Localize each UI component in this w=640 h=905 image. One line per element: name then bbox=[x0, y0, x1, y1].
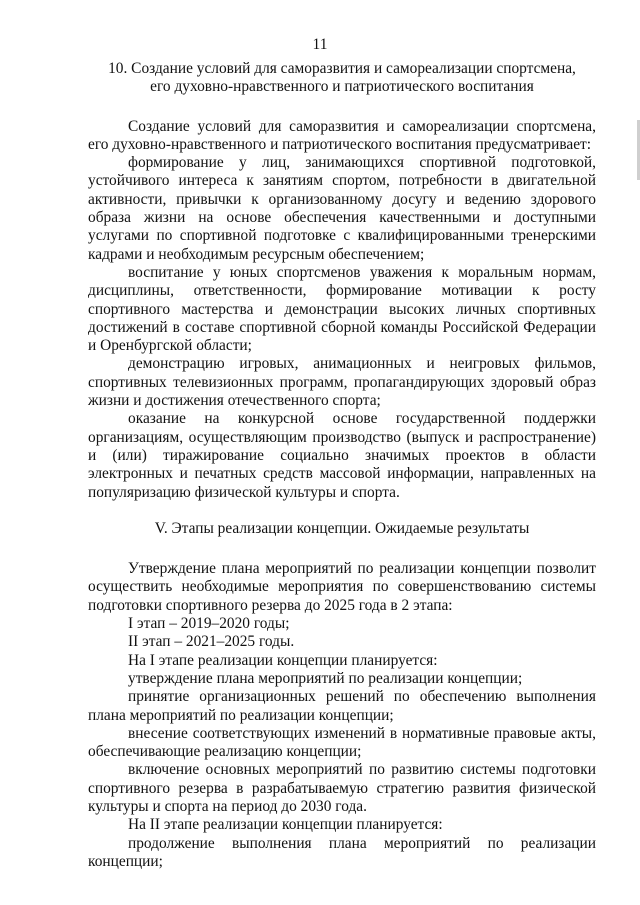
section-10-heading-line-2: его духовно-нравственного и патриотического воспитания bbox=[150, 78, 534, 96]
section-10-item-formation: формирование у лиц, занимающихся спортивной подготовкой, устойчивого интереса к занятиям спортом, потребности в двигательной активности, привычки к организованному досугу и ведению здорового образа жизни на основе обеспечения качественными и доступными услугами по спортивной подготовке с квалифицированными тренерскими кадрами и необходимым ресурсным обеспечением; bbox=[88, 154, 596, 263]
section-10-item-support: оказание на конкурсной основе государственной поддержки организациям, осуществляющим производство (выпуск и распространение) и (или) тиражирование социально значимых проектов в области электронных и печатных средств массовой информации, направленных на популяризацию физической культуры и спорта. bbox=[88, 410, 596, 501]
stage-2-item-continuation: продолжение выполнения плана мероприятий по реализации концепции; bbox=[88, 834, 596, 870]
stage-2-years: II этап – 2021–2025 годы. bbox=[128, 633, 295, 651]
section-10-intro: Создание условий для саморазвития и самореализации спортсмена, его духовно-нравственного и патриотического воспитания предусматривает: bbox=[88, 117, 596, 153]
section-10-heading bbox=[88, 60, 596, 97]
stage-1-item-approval: утверждение плана мероприятий по реализации концепции; bbox=[128, 669, 523, 687]
stage-1-years: I этап – 2019–2020 годы; bbox=[128, 615, 290, 633]
section-5-heading: V. Этапы реализации концепции. Ожидаемые результаты bbox=[154, 519, 530, 537]
stage-1-plan-heading: На I этапе реализации концепции планируется: bbox=[128, 651, 438, 669]
section-10-item-films: демонстрацию игровых, анимационных и неигровых фильмов, спортивных телевизионных программ, пропагандирующих здоровый образ жизни и достижения отечественного спорта; bbox=[88, 355, 596, 410]
stage-1-item-legislation: внесение соответствующих изменений в нормативные правовые акты, обеспечивающие реализацию концепции; bbox=[88, 724, 596, 761]
stage-2-plan-heading: На II этапе реализации концепции планируется: bbox=[128, 816, 443, 834]
section-10-heading-line-1: 10. Создание условий для саморазвития и самореализации спортсмена, bbox=[108, 60, 576, 77]
document-body bbox=[88, 60, 596, 871]
section-5-intro: Утверждение плана мероприятий по реализации концепции позволит осуществить необходимые мероприятия по совершенствованию системы подготовки спортивного резерва до 2025 года в 2 этапа: bbox=[88, 560, 596, 614]
page-number: 11 bbox=[312, 36, 328, 53]
stage-1-item-strategy: включение основных мероприятий по развитию системы подготовки спортивного резерва в разрабатываемую стратегию развития физической культуры и спорта на период до 2030 года. bbox=[88, 761, 596, 815]
section-10-item-upbringing: воспитание у юных спортсменов уважения к моральным нормам, дисциплины, ответственности, формирование мотивации к росту спортивного мастерства и демонстрации высоких личных спортивных достижений в составе спортивной сборной команды Российской Федерации и Оренбургской области; bbox=[88, 263, 596, 355]
stage-1-item-decisions: принятие организационных решений по обеспечению выполнения плана мероприятий по реализации концепции; bbox=[88, 688, 596, 724]
